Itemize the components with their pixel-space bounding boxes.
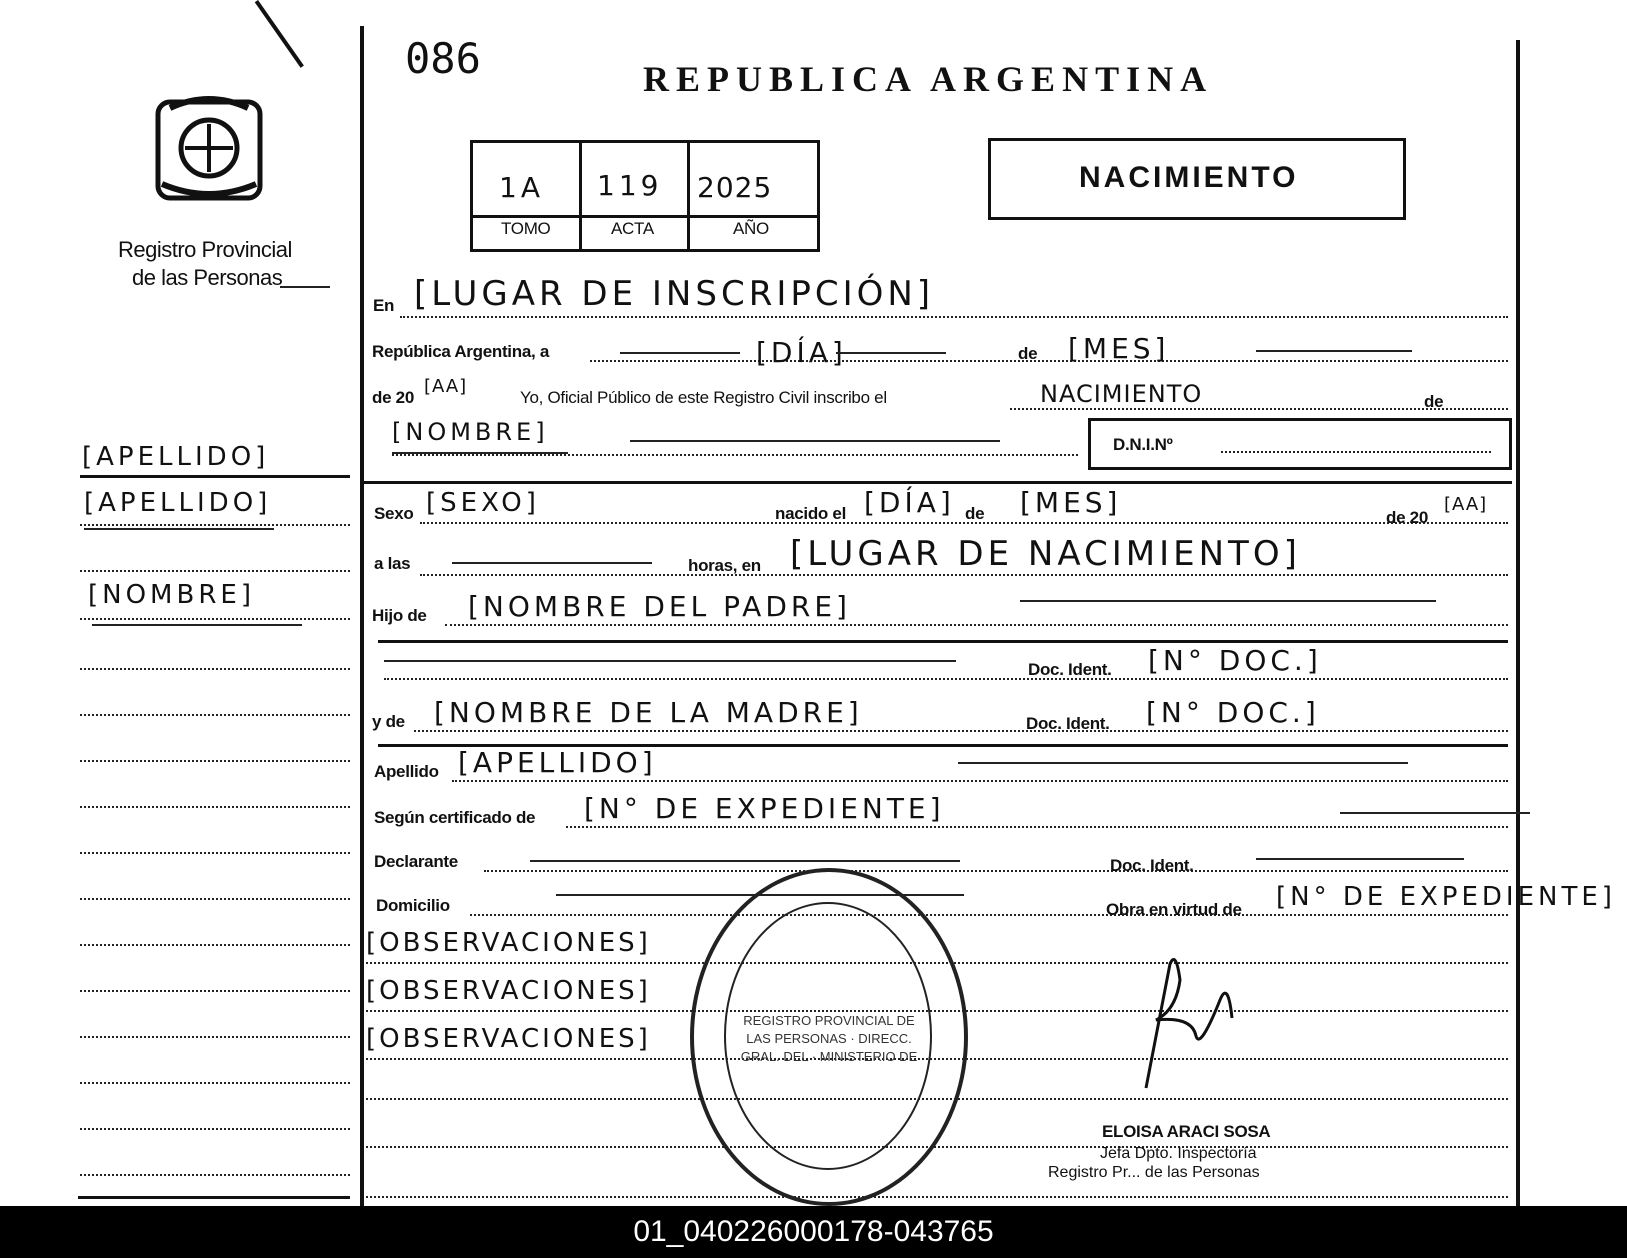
row-dotted-line [392, 454, 1078, 456]
de-label-3: de [965, 504, 985, 523]
birth-month: [MES] [1020, 486, 1122, 519]
en-label: En [373, 296, 395, 315]
left-frame-line [360, 26, 364, 1206]
acta-label: ACTA [611, 219, 654, 238]
signatory-name: ELOISA ARACI SOSA [1102, 1122, 1271, 1141]
notes-line-1: [OBSERVACIONES] [366, 928, 651, 958]
tomo-label: TOMO [501, 219, 551, 238]
dni-dotted-line [1221, 451, 1491, 453]
registry-name-line2: de las Personas [132, 265, 283, 290]
horas-label: horas, en [688, 556, 761, 575]
mother-doc-label: Doc. Ident. [1026, 714, 1110, 733]
row-dotted-line [366, 1196, 1508, 1198]
notes-line-3: [OBSERVACIONES] [366, 1024, 651, 1054]
margin-dotted-line [80, 1174, 350, 1176]
row-dotted-line [384, 678, 1508, 680]
right-frame-line [1516, 40, 1520, 1206]
section-rule [364, 481, 1512, 484]
row-dotted-line [400, 316, 1508, 318]
row-dotted-line [484, 870, 1508, 872]
mother-name: [NOMBRE DE LA MADRE] [434, 696, 863, 729]
domicilio-label: Domicilio [376, 896, 450, 915]
father-doc-label: Doc. Ident. [1028, 660, 1112, 679]
filler-line [1340, 812, 1530, 814]
margin-dotted-line [80, 570, 350, 572]
margin-underline [84, 528, 274, 530]
y-de-label: y de [372, 712, 405, 731]
margin-dotted-line [80, 618, 350, 620]
margin-dotted-line [80, 668, 350, 670]
registered-name: [NOMBRE] [392, 418, 549, 446]
filler-line [620, 352, 740, 354]
father-name: [NOMBRE DEL PADRE] [468, 590, 851, 623]
registration-place: [LUGAR DE INSCRIPCIÓN] [414, 274, 935, 314]
dni-label: D.N.I.Nº [1113, 435, 1173, 454]
tomo-value: 1A [499, 171, 544, 204]
filler-line [836, 352, 946, 354]
birth-year-prefix: de 20 [1386, 508, 1428, 527]
cell-divider [579, 143, 582, 249]
filler-line [452, 562, 652, 564]
acta-value: 119 [597, 169, 663, 202]
segun-label: Según certificado de [374, 808, 536, 827]
row-dotted-line [366, 1146, 1508, 1148]
filler-line [530, 860, 960, 862]
act-type-label: NACIMIENTO [1079, 161, 1299, 194]
registration-day: [DÍA] [756, 336, 847, 369]
nacido-label: nacido el [775, 504, 846, 523]
signatory-office: Registro Pr... de las Personas [1048, 1164, 1260, 1181]
obra-label: Obra en virtud de [1106, 900, 1242, 919]
margin-dotted-line [80, 760, 350, 762]
signatory-title: Jefa Dpto. Inspectoría [1100, 1145, 1257, 1162]
registry-name-line1: Registro Provincial [118, 237, 292, 262]
sexo-value: [SEXO] [426, 488, 540, 518]
mother-doc-number: [N° DOC.] [1146, 696, 1320, 729]
row-dotted-line [420, 522, 1508, 524]
row-dotted-line [420, 574, 1508, 576]
apellido-value: [APELLIDO] [458, 746, 657, 779]
filler-line [1256, 350, 1412, 352]
margin-given-name: [NOMBRE] [88, 580, 255, 610]
anio-value: 2025 [697, 171, 773, 204]
margin-dotted-line [80, 898, 350, 900]
margin-dotted-line [80, 1082, 350, 1084]
row-dotted-line [470, 914, 1508, 916]
sexo-label: Sexo [374, 504, 414, 523]
father-doc-number: [N° DOC.] [1148, 644, 1322, 677]
document-id: 01_040226000178-043765 [633, 1215, 994, 1248]
margin-surname-2: [APELLIDO] [84, 488, 272, 518]
margin-dotted-line [80, 524, 350, 526]
birth-place: [LUGAR DE NACIMIENTO] [790, 534, 1301, 574]
record-reference-box [470, 140, 820, 252]
margin-dotted-line [80, 806, 350, 808]
country-title: REPUBLICA ARGENTINA [643, 59, 1214, 99]
declarante-doc-label: Doc. Ident. [1110, 856, 1194, 875]
row-dotted-line [414, 730, 1508, 732]
act-type-box [988, 138, 1406, 220]
filler-line [958, 762, 1408, 764]
a-las-label: a las [374, 554, 411, 573]
section-rule [378, 640, 1508, 643]
stamp-text: REGISTRO PROVINCIAL DE LAS PERSONAS · DIRECC. GRAL. DEL · MINISTERIO DE [740, 1013, 918, 1064]
margin-bottom-rule [78, 1196, 350, 1199]
handwritten-signature [1136, 940, 1246, 1090]
margin-dotted-line [80, 944, 350, 946]
margin-dotted-line [80, 714, 350, 716]
coat-of-arms-logo [150, 88, 268, 208]
republica-label: República Argentina, a [372, 342, 549, 361]
margin-dotted-line [80, 1036, 350, 1038]
margin-underline [92, 624, 302, 626]
corner-stroke [255, 0, 304, 68]
margin-rule [80, 475, 350, 478]
filler-line [384, 660, 956, 662]
notes-line-2: [OBSERVACIONES] [366, 976, 651, 1006]
margin-dotted-line [80, 990, 350, 992]
page-number: 086 [405, 34, 481, 83]
anio-label: AÑO [733, 219, 769, 238]
hijo-label: Hijo de [372, 606, 427, 625]
filler-line [1256, 858, 1464, 860]
filler-line [630, 440, 1000, 442]
obra-value: [N° DE EXPEDIENTE] [1276, 882, 1616, 912]
row-dotted-line [566, 826, 1508, 828]
document-id-bar [0, 1206, 1627, 1258]
row-dotted-line [452, 780, 1508, 782]
registration-year-suffix: [AA] [424, 376, 468, 397]
margin-dotted-line [80, 1128, 350, 1130]
official-statement: Yo, Oficial Público de este Registro Civil inscribo el [520, 388, 887, 407]
birth-day: [DÍA] [864, 486, 955, 519]
de-label: de [1018, 344, 1038, 363]
row-dotted-line [590, 360, 1508, 362]
birth-year-suffix: [AA] [1444, 494, 1488, 515]
de-label-2: de [1424, 392, 1444, 411]
label-divider [473, 215, 817, 218]
cell-divider [687, 143, 690, 249]
dni-box [1088, 418, 1512, 470]
filler-line [1020, 600, 1436, 602]
row-dotted-line [445, 624, 1508, 626]
official-stamp [690, 868, 968, 1206]
year-prefix: de 20 [372, 388, 414, 407]
margin-surname-1: [APELLIDO] [82, 442, 270, 472]
apellido-label: Apellido [374, 762, 439, 781]
declarante-label: Declarante [374, 852, 458, 871]
margin-dotted-line [80, 852, 350, 854]
segun-value: [N° DE EXPEDIENTE] [584, 792, 945, 825]
registration-month: [MES] [1068, 332, 1170, 365]
act-word: NACIMIENTO [1040, 380, 1203, 408]
registry-underline [280, 286, 330, 288]
